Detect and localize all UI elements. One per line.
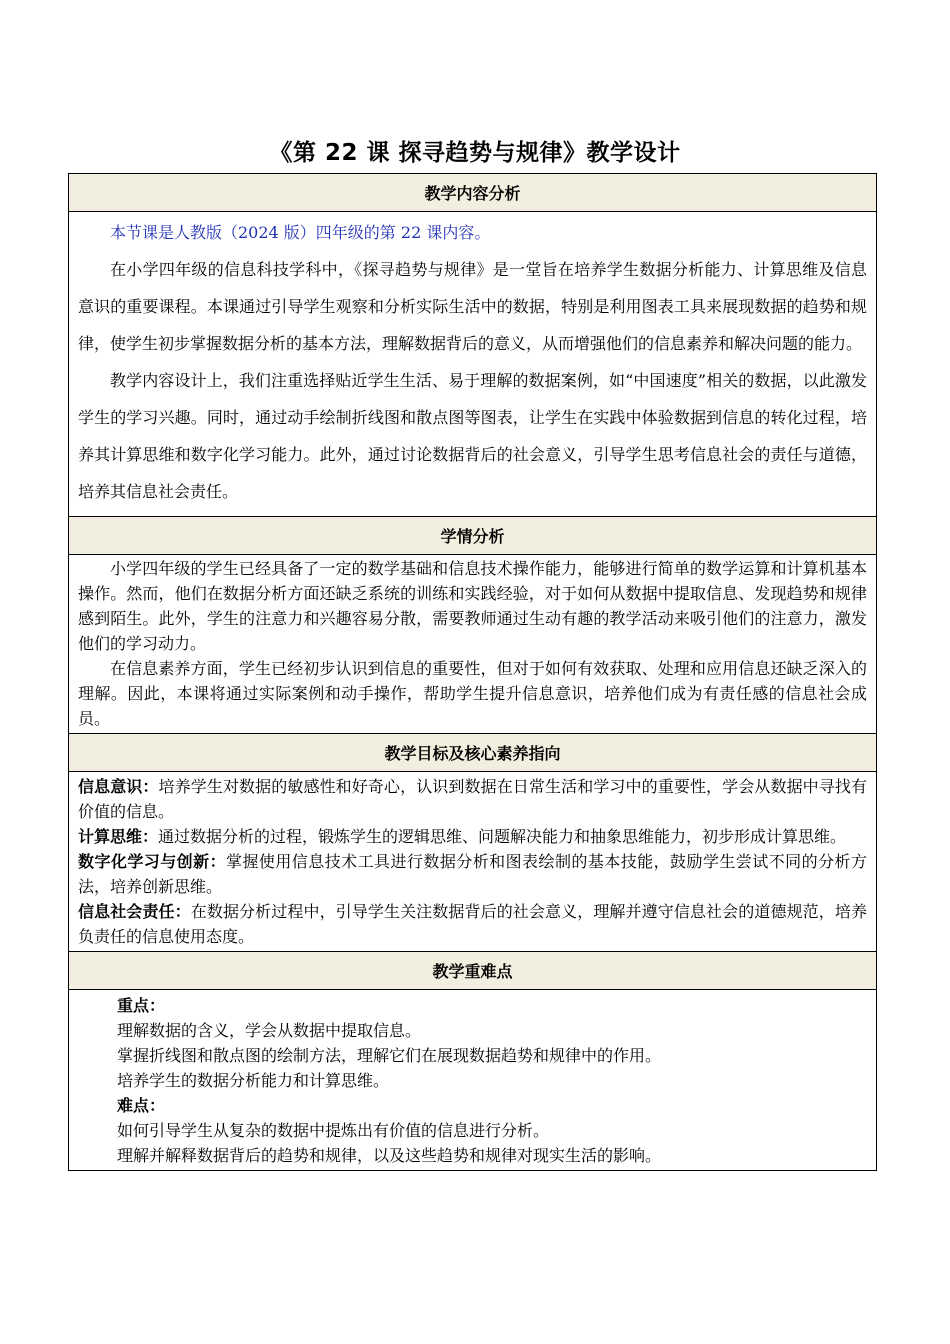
content-analysis-intro: 本节课是人教版（2024 版）四年级的第 22 课内容。 xyxy=(110,223,491,242)
content-analysis-paragraph: 教学内容设计上，我们注重选择贴近学生生活、易于理解的数据案例，如“中国速度”相关的数据，以此激发学生的学习兴趣。同时，通过动手绘制折线图和散点图等图表，让学生在实践中体验数据到信息的转化过程，培养其计算思维和数字化学习能力。此外，通过讨论数据背后的社会意义，引导学生思考信息社会的责任与道德，培养其信息社会责任。 xyxy=(78,371,867,501)
objective-item xyxy=(78,899,867,949)
objective-item xyxy=(78,774,867,824)
document-title: 《第 22 课 探寻趋势与规律》教学设计 xyxy=(269,140,681,166)
learner-analysis-paragraph: 小学四年级的学生已经具备了一定的数学基础和信息技术操作能力，能够进行简单的数学运算和计算机基本操作。然而，他们在数据分析方面还缺乏系统的训练和实践经验，对于如何从数据中提取信息、发现趋势和规律感到陌生。此外，学生的注意力和兴趣容易分散，需要教师通过生动有趣的教学活动来吸引他们的注意力，激发他们的学习动力。 xyxy=(78,559,867,653)
section-heading-objectives: 教学目标及核心素养指向 xyxy=(69,734,877,772)
lesson-design-table xyxy=(68,173,877,1171)
key-point-item: 培养学生的数据分析能力和计算思维。 xyxy=(117,1071,390,1090)
objective-text: 培养学生对数据的敏感性和好奇心，认识到数据在日常生活和学习中的重要性，学会从数据中寻找有价值的信息。 xyxy=(78,777,867,821)
section-heading-key-points: 教学重难点 xyxy=(69,952,877,990)
difficult-points-label: 难点： xyxy=(117,1096,166,1115)
key-point-item: 理解数据的含义，学会从数据中提取信息。 xyxy=(117,1021,422,1040)
key-points-label: 重点： xyxy=(117,996,166,1015)
content-analysis-paragraph: 在小学四年级的信息科技学科中，《探寻趋势与规律》是一堂旨在培养学生数据分析能力、计算思维及信息意识的重要课程。本课通过引导学生观察和分析实际生活中的数据，特别是利用图表工具来展现数据的趋势和规律，使学生初步掌握数据分析的基本方法，理解数据背后的意义，从而增强他们的信息素养和解决问题的能力。 xyxy=(78,260,867,353)
difficult-point-item: 理解并解释数据背后的趋势和规律，以及这些趋势和规律对现实生活的影响。 xyxy=(117,1146,662,1165)
key-points-body xyxy=(69,990,877,1171)
objective-text: 通过数据分析的过程，锻炼学生的逻辑思维、问题解决能力和抽象思维能力，初步形成计算思维。 xyxy=(158,827,847,846)
objective-item xyxy=(78,824,867,849)
objective-item xyxy=(78,849,867,899)
difficult-point-item: 如何引导学生从复杂的数据中提炼出有价值的信息进行分析。 xyxy=(117,1121,550,1140)
objective-label: 数字化学习与创新： xyxy=(78,852,227,871)
learner-analysis-body xyxy=(69,555,877,734)
key-point-item: 掌握折线图和散点图的绘制方法，理解它们在展现数据趋势和规律中的作用。 xyxy=(117,1046,662,1065)
section-heading-content-analysis: 教学内容分析 xyxy=(69,174,877,212)
section-heading-learner-analysis: 学情分析 xyxy=(69,517,877,555)
objective-label: 信息社会责任： xyxy=(78,902,191,921)
objective-label: 信息意识： xyxy=(78,777,159,796)
learner-analysis-paragraph: 在信息素养方面，学生已经初步认识到信息的重要性，但对于如何有效获取、处理和应用信息还缺乏深入的理解。因此，本课将通过实际案例和动手操作，帮助学生提升信息意识，培养他们成为有责任感的信息社会成员。 xyxy=(78,659,867,728)
objective-text: 掌握使用信息技术工具进行数据分析和图表绘制的基本技能，鼓励学生尝试不同的分析方法，培养创新思维。 xyxy=(78,852,867,896)
objective-text: 在数据分析过程中，引导学生关注数据背后的社会意义，理解并遵守信息社会的道德规范，培养负责任的信息使用态度。 xyxy=(78,902,867,946)
content-analysis-body xyxy=(69,212,877,517)
objective-label: 计算思维： xyxy=(78,827,159,846)
objectives-body xyxy=(69,772,877,952)
